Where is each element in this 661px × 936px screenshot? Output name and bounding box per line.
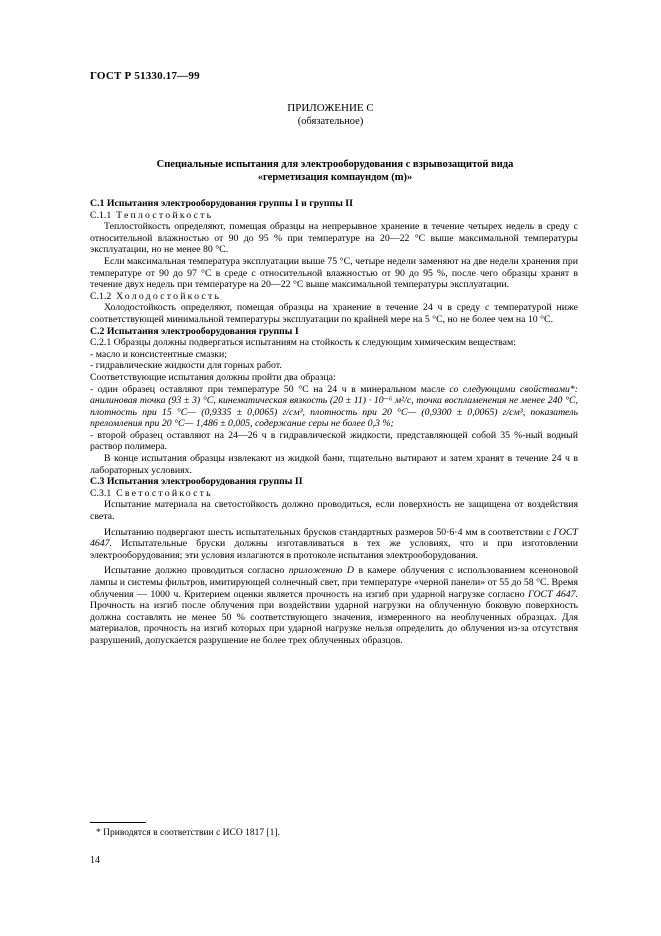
c31-3-text-a: Испытание должно проводиться согласно bbox=[104, 565, 289, 577]
first-sample-text: - один образец оставляют при температуре 50 °С на 24 ч в минеральном масле bbox=[90, 383, 450, 395]
section-title-line2: «герметизация компаундом (m)» bbox=[257, 172, 413, 183]
footnote-divider bbox=[90, 822, 146, 823]
c31-3-text-b: в камере облучения с использованием ксеноновой лампы и системы фильтров, имитирующей солнечный свет, при температуре «черной панели» от 55 до 58 °С. Время облучения — 1000 ч. Критерием оценки является прочность на изгиб при ударной нагрузке согласно bbox=[90, 565, 578, 600]
subheading-c11 bbox=[90, 210, 578, 222]
c31-2-text-a: Испытанию подвергают шесть испытательных брусков стандартных размеров 50·6·4 мм в соответствии с bbox=[104, 526, 554, 538]
paragraph-two-samples: Соответствующие испытания должны пройти два образца: bbox=[90, 371, 336, 383]
c11-number: С.1.1 bbox=[90, 209, 112, 221]
paragraph-c21: С.2.1 Образцы должны подвергаться испытаниям на стойкость к следующим химическим веществам: bbox=[90, 337, 516, 349]
heading-c3: С.3 Испытания электрооборудования группы II bbox=[90, 476, 303, 488]
document-id-header: ГОСТ Р 51330.17—99 bbox=[90, 70, 200, 82]
paragraph-end-of-test: В конце испытания образцы извлекают из жидкой бани, тщательно вытирают и затем хранят в течение 24 ч в лабораторных условиях. bbox=[90, 453, 578, 476]
list-item-oil: - масло и консистентные смазки; bbox=[90, 348, 228, 360]
gost-4647-ref-2: ГОСТ 4647. bbox=[528, 588, 578, 600]
paragraph-second-sample: - второй образец оставляют на 24—26 ч в гидравлической жидкости, представляющей собой 35 %-ный водный раствор полимера. bbox=[90, 429, 578, 453]
paragraph-c12: Холодостойкость определяют, помещая образцы на хранение в течение 24 ч в среду с температурой ниже соответствующей минимальной температуры эксплуатации по крайней мере на 5 °С, но не более чем на 10 °С. bbox=[90, 302, 578, 325]
c31-title: Светостойкость bbox=[116, 487, 213, 499]
page-number: 14 bbox=[90, 855, 100, 866]
paragraph-c31-1: Испытание материала на светостойкость должно проводиться, если поверхность не защищена от воздействия света. bbox=[90, 499, 578, 523]
paragraph-first-sample bbox=[90, 384, 578, 430]
c31-2-text-b: Испытательные бруски должны изготавливаться в тех же условиях, что и при изготовлении электрооборудования; эти условия излагаются в протоколе испытания электрооборудования. bbox=[90, 538, 578, 561]
section-title-line1: Специальные испытания для электрооборудования с взрывозащитой вида bbox=[156, 159, 514, 170]
oil-properties: со следующими свойствами*: анилиновая точка (93 ± 3) °С, кинематическая вязкость (20 ± 11) · 10⁻⁶ м²/с, точка воспламенения не менее 240 °С, плотность при 15 °С— (0,9335 ± 0,0065) г/см³, плотность при 20 °С— (0,9300 ± 0,0065) г/см³, показатель преломления при 20 °С— 1,486 ± 0,005, содержание серы не более 0,3 %; bbox=[90, 383, 579, 430]
c31-3-text-c: Прочность на изгиб после облучения при воздействии ударной нагрузки на облученную боковую поверхность должна составлять не менее 50 % соответствующего значения, измеренного на необлученных образцах. Для материалов, прочность на изгиб которых при ударной нагрузке нельзя определить до облучения из-за отсутствия разрушений, допускается разрушение не более трех облученных образцов. bbox=[90, 600, 578, 646]
paragraph-c31-3 bbox=[90, 565, 578, 646]
annex-status: (обязательное) bbox=[297, 116, 364, 127]
annex-title: ПРИЛОЖЕНИЕ С bbox=[287, 102, 374, 114]
gost-4647-ref-1: ГОСТ 4647. bbox=[90, 526, 578, 550]
heading-c2: С.2 Испытания электрооборудования группы I bbox=[90, 325, 299, 337]
paragraph-c31-2 bbox=[90, 527, 578, 562]
heading-c1: С.1 Испытания электрооборудования группы I и группы II bbox=[90, 198, 353, 209]
c11-title: Теплостойкость bbox=[116, 209, 214, 221]
subheading-c12 bbox=[90, 291, 578, 303]
section-title bbox=[90, 158, 580, 184]
c12-title: Холодостойкость bbox=[116, 290, 222, 302]
paragraph-c11-2: Если максимальная температура эксплуатации выше 75 °С, четыре недели заменяют на две недели хранения при температуре от 90 до 97 °С в среде с относительной влажностью от 90 до 95 %, после чего образцы хранят в течение двух недель при температуре на 20—22 °С выше максимальной температуры эксплуатации. bbox=[90, 255, 578, 291]
c12-number: С.1.2 bbox=[90, 290, 112, 302]
list-item-hydraulic: - гидравлические жидкости для горных работ. bbox=[90, 360, 282, 372]
footnote: * Приводятся в соответствии с ИСО 1817 [1]. bbox=[96, 828, 280, 838]
annex-d-ref: приложению D bbox=[288, 565, 354, 577]
paragraph-c11-1: Теплостойкость определяют, помещая образцы на непрерывное хранение в течение четырех недель в среду с относительной влажностью от 90 до 95 % при температуре на 20—22 °С выше максимальной температуры эксплуатации, но не менее 80 °С. bbox=[90, 221, 578, 256]
subheading-c31 bbox=[90, 488, 578, 500]
c31-number: С.3.1 bbox=[90, 487, 112, 499]
document-body bbox=[90, 198, 578, 647]
